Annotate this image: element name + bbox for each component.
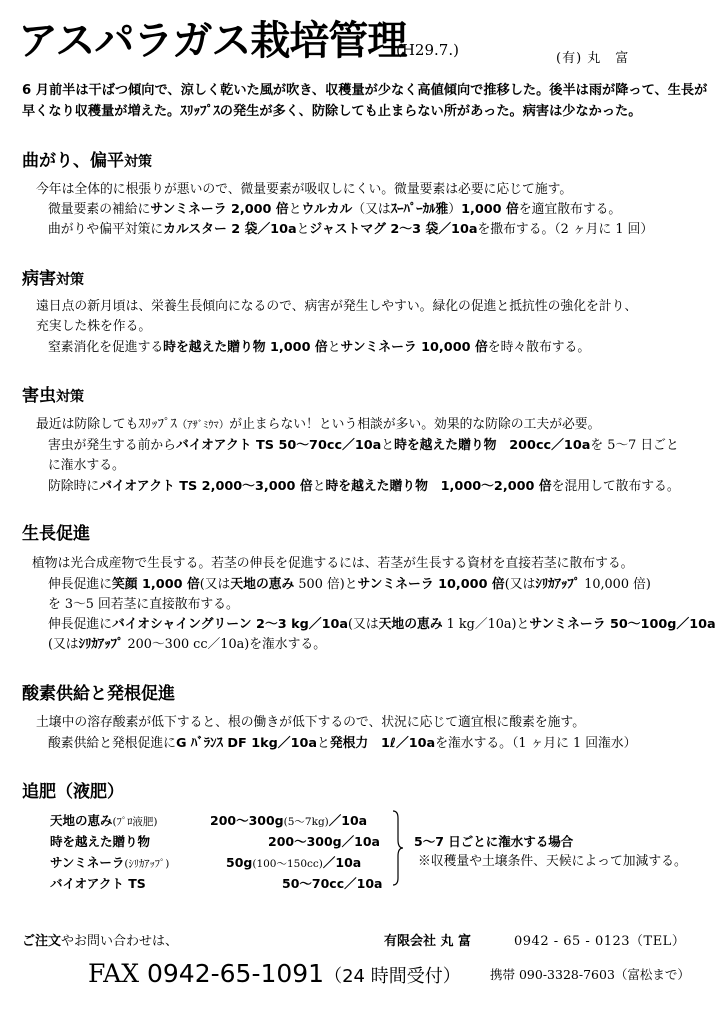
heading-suffix: 対策 [124, 154, 152, 170]
fert-row-3-amount [226, 852, 361, 875]
product-dose: 時を越えた贈り物 1,000 倍 [163, 340, 328, 355]
fax-hours: （24 時間受付） [324, 966, 461, 987]
product-dose: サンミネーラ 10,000 倍 [357, 577, 505, 592]
product-name: ｽｰﾊﾟｰｶﾙ雅 [390, 202, 449, 217]
text: 防除時に [48, 479, 100, 494]
fert-row-3-name [50, 852, 169, 875]
product-dose: 時を越えた贈り物 1,000～2,000 倍 [325, 479, 552, 494]
product-name: 時を越えた贈り物 [50, 834, 151, 849]
text: と [296, 222, 310, 237]
fert-row-2-name [50, 831, 150, 852]
disease-line-1: 遠日点の新月頃は、栄養生長傾向になるので、病害が発生しやすい。緑化の促進と抵抗性の強化を計り、 [36, 299, 638, 314]
growth-line-2 [48, 575, 651, 595]
text: 10,000 倍) [580, 577, 651, 592]
fax-line [88, 958, 461, 993]
amount: 50～70cc [282, 876, 345, 891]
product-dose: 時を越えた贈り物 200cc／10a [394, 438, 591, 453]
section-heading-disease [22, 268, 84, 291]
pest-line-2 [48, 436, 679, 456]
fert-row-2-amount [268, 831, 380, 852]
company-name-footer: 有限会社 丸 富 [384, 934, 472, 949]
product-dose: バイオシャイングリーン 2～3 kg／10a [111, 617, 349, 632]
section-heading-bend [22, 150, 152, 173]
section-heading-pest [22, 385, 84, 408]
oxygen-line-1: 土壌中の溶存酸素が低下すると、根の働きが低下するので、状況に応じて適宜根に酸素を施す。 [36, 715, 585, 730]
growth-line-3: を 3～5 回若茎に直接散布する。 [48, 597, 239, 612]
text: (又は [504, 577, 536, 592]
unit: ／10a [328, 813, 368, 828]
note: （ｱｻﾞﾐｳﾏ） [176, 419, 230, 431]
text: 1 kg／10a)と [442, 617, 530, 632]
unit: ／10a [322, 855, 362, 870]
text: 200～300 cc／10a)を潅水する。 [123, 637, 326, 652]
amount: 200～300g [268, 834, 342, 849]
text: が止まらない！という相談が多い。効果的な防除の工夫が必要。 [229, 417, 601, 432]
heading-suffix: 対策 [56, 272, 84, 288]
text: と [312, 479, 326, 494]
unit: ／10a [341, 834, 380, 849]
product-dose: ジャストマグ 2～3 袋／10a [309, 222, 478, 237]
pest-line-4 [48, 477, 680, 497]
product-dose: サンミネーラ 2,000 倍 [150, 202, 289, 217]
text: と [381, 438, 395, 453]
product-name: ｼﾘｶｱｯﾌﾟ [535, 577, 581, 592]
product-name: バイオアクト TS [50, 876, 146, 891]
growth-line-5 [48, 635, 326, 655]
text: と [317, 736, 330, 751]
fert-row-4-name [50, 873, 146, 894]
oxygen-line-2 [48, 734, 636, 754]
text: を時々散布する。 [487, 340, 591, 355]
text: を混用して散布する。 [551, 479, 680, 494]
note: (ﾌﾟﾛ液肥) [112, 816, 158, 828]
section-heading-oxygen: 酸素供給と発根促進 [22, 684, 175, 704]
heading-text: 害虫 [22, 386, 56, 406]
fert-row-4-amount [282, 873, 382, 894]
product-dose: サンミネーラ 10,000 倍 [340, 340, 488, 355]
order-inquiry-label [22, 932, 178, 952]
amount: 200～300g [210, 813, 284, 828]
text: を適宜散布する。 [518, 202, 622, 217]
fert-interval-note: 5～7 日ごとに潅水する場合 [414, 834, 574, 849]
text: (又は [48, 637, 79, 652]
disease-line-3 [48, 338, 590, 358]
mobile-number: 携帯 090-3328-7603（富松まで） [490, 967, 690, 982]
page-title: アスパラガス栽培管理 [18, 18, 407, 64]
product-dose: バイオアクト TS 2,000～3,000 倍 [99, 479, 313, 494]
disease-line-2: 充実した株を作る。 [36, 319, 152, 334]
text: を撒布する。（2 ヶ月に 1 回） [477, 222, 654, 237]
text: 伸長促進に [48, 617, 112, 632]
heading-text: 曲がり、偏平 [22, 151, 124, 171]
product-dose: バイオアクト TS 50～70cc／10a [175, 438, 382, 453]
heading-suffix: 対策 [56, 389, 84, 405]
note: (100～150cc) [252, 858, 323, 870]
pest-line-1 [36, 415, 600, 435]
product-dose: 発根力 1ℓ／10a [329, 736, 436, 751]
text: 微量要素の補給に [48, 202, 151, 217]
text: ご注文 [22, 934, 62, 949]
text: 曲がりや偏平対策に [48, 222, 164, 237]
product-name: サンミネーラ [50, 855, 125, 870]
text: ） [448, 202, 462, 217]
text: と [327, 340, 341, 355]
product-name: ウルカル [301, 202, 353, 217]
fert-row-1-amount [210, 810, 367, 833]
section-heading-fertilizer: 追肥（液肥） [22, 782, 124, 802]
curly-brace-icon [392, 810, 404, 886]
product-name: 天地の恵み [230, 577, 295, 592]
fert-row-1-name [50, 810, 157, 833]
issue-date: (H29.7.) [396, 41, 459, 59]
growth-line-4 [48, 615, 716, 635]
tel-number: 0942 - 65 - 0123（TEL） [514, 934, 686, 949]
growth-line-1: 植物は光合成産物で生長する。若茎の伸長を促進するには、若茎が生長する資材を直接若茎に散布する。 [32, 556, 634, 571]
text: 窒素消化を促進する [48, 340, 164, 355]
product-dose: 笑顔 1,000 倍 [111, 577, 200, 592]
bend-line-1: 今年は全体的に根張りが悪いので、微量要素が吸収しにくい。微量要素は必要に応じて施す。 [36, 182, 573, 197]
note: (5～7kg) [283, 816, 329, 828]
amount: 50g [226, 855, 253, 870]
product-name: ｼﾘｶｱｯﾌﾟ [78, 637, 124, 652]
text: 最近は防除してもｽﾘｯﾌﾟｽ [36, 417, 177, 432]
text: （又は [352, 202, 391, 217]
text: 伸長促進に [48, 577, 112, 592]
heading-text: 病害 [22, 269, 56, 289]
text: 酸素供給と発根促進に [48, 736, 176, 751]
text: を 5～7 日ごと [590, 438, 679, 453]
fax-label: FAX [88, 959, 147, 988]
intro-summary: 6 月前半は干ばつ傾向で、涼しく乾いた風が吹き、収穫量が少なく高値傾向で推移した。後半は雨が降って、生長が早くなり収穫量が増えた。ｽﾘｯﾌﾟｽの発生が多く、防除しても止まらない所があった。病害は少なかった。 [22, 83, 708, 119]
section-heading-growth: 生長促進 [22, 524, 90, 544]
fax-number: 0942-65-1091 [146, 959, 325, 988]
text: 害虫が発生する前から [48, 438, 176, 453]
product-dose: サンミネーラ 50～100g／10a [529, 617, 716, 632]
product-name: 天地の恵み [50, 813, 113, 828]
text: と [288, 202, 302, 217]
text: やお問い合わせは、 [61, 934, 179, 949]
product-name: 天地の恵み [378, 617, 443, 632]
bend-line-2 [48, 200, 621, 220]
text: 500 倍)と [294, 577, 358, 592]
text: (又は [199, 577, 231, 592]
product-dose: G ﾊﾞﾗﾝｽ DF 1kg／10a [175, 736, 318, 751]
company-name-top: (有) 丸 富 [556, 51, 630, 66]
fert-adjust-note: ※収穫量や土壌条件、天候によって加減する。 [418, 854, 687, 869]
product-dose: 1,000 倍 [461, 202, 519, 217]
pest-line-3: に潅水する。 [48, 458, 125, 473]
bend-line-3 [48, 220, 653, 240]
product-dose: カルスター 2 袋／10a [163, 222, 297, 237]
text: を潅水する。（1 ヶ月に 1 回潅水） [435, 736, 637, 751]
unit: ／10a [344, 876, 383, 891]
text: (又は [348, 617, 379, 632]
note: (ｼﾘｶｱｯﾌﾟ) [124, 858, 170, 870]
